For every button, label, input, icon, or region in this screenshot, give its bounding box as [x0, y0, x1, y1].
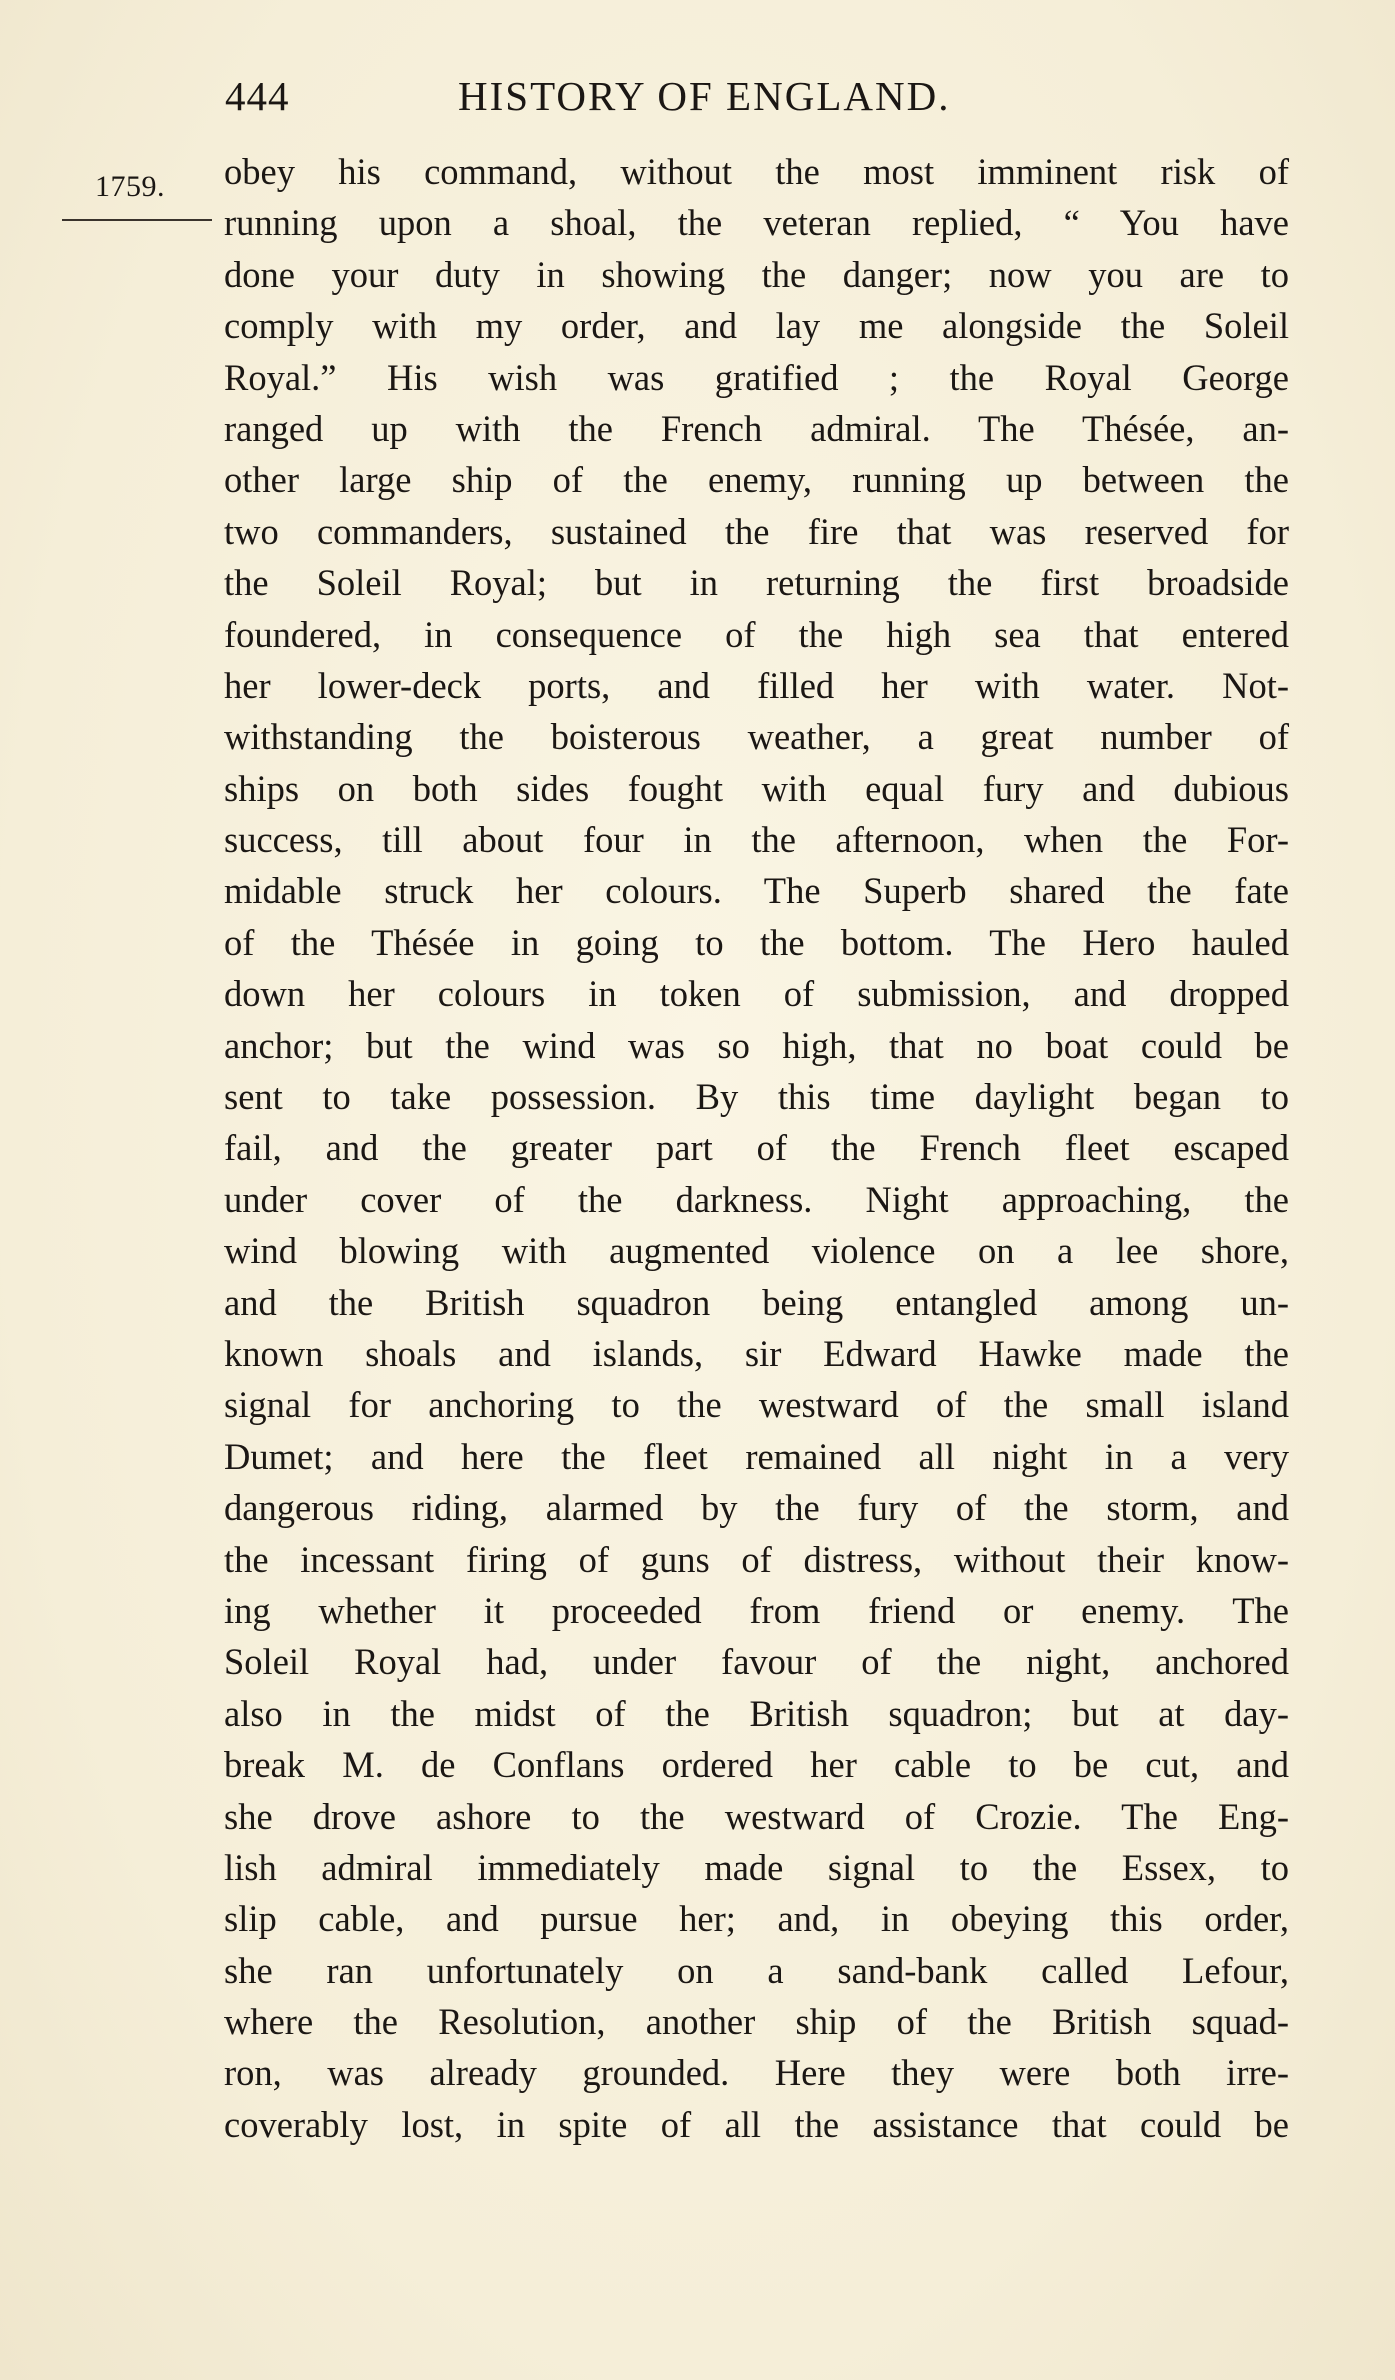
text-line: signal for anchoring to the westward of the small island	[224, 1384, 1289, 1426]
body-text	[224, 146, 1289, 2150]
text-line: wind blowing with augmented violence on a lee shore,	[224, 1230, 1289, 1272]
text-line: also in the midst of the British squadron; but at day-	[224, 1692, 1289, 1734]
text-line: obey his command, without the most imminent risk of	[224, 151, 1289, 192]
text-line: she drove ashore to the westward of Crozie. The Eng-	[224, 1795, 1289, 1837]
text-line: midable struck her colours. The Superb shared the fate	[224, 870, 1289, 912]
margin-year: 1759.	[95, 170, 165, 203]
text-line: ships on both sides fought with equal fury and dubious	[224, 767, 1289, 809]
running-head: HISTORY OF ENGLAND.	[458, 73, 951, 119]
text-line: of the Thésée in going to the bottom. The Hero hauled	[224, 921, 1289, 963]
text-line: success, till about four in the afternoon, when the For-	[224, 819, 1289, 861]
text-line: ing whether it proceeded from friend or enemy. The	[224, 1589, 1289, 1631]
margin-rule	[62, 219, 212, 221]
text-line: foundered, in consequence of the high sea that entered	[224, 613, 1289, 655]
text-line: slip cable, and pursue her; and, in obeying this order,	[224, 1898, 1289, 1940]
text-line: under cover of the darkness. Night approaching, the	[224, 1178, 1289, 1220]
page-header	[220, 72, 1050, 132]
text-line: she ran unfortunately on a sand-bank called Lefour,	[224, 1949, 1289, 1991]
text-line: Soleil Royal had, under favour of the night, anchored	[224, 1641, 1289, 1683]
text-line: down her colours in token of submission, and dropped	[224, 973, 1289, 1015]
text-line: ranged up with the French admiral. The Thésée, an-	[224, 407, 1289, 449]
text-line: ron, was already grounded. Here they were both irre-	[224, 2052, 1289, 2094]
text-line: fail, and the greater part of the French fleet escaped	[224, 1127, 1289, 1169]
text-line: Dumet; and here the fleet remained all night in a very	[224, 1435, 1289, 1477]
text-line: done your duty in showing the danger; now you are to	[224, 253, 1289, 295]
text-line: Royal.” His wish was gratified ; the Royal George	[224, 356, 1289, 398]
text-line: dangerous riding, alarmed by the fury of the storm, and	[224, 1487, 1289, 1529]
text-line: the Soleil Royal; but in returning the first broadside	[224, 562, 1289, 604]
text-line: coverably lost, in spite of all the assistance that could be	[224, 2103, 1289, 2145]
text-line: known shoals and islands, sir Edward Hawke made the	[224, 1332, 1289, 1374]
text-line: the incessant firing of guns of distress, without their know-	[224, 1538, 1289, 1580]
text-line: and the British squadron being entangled among un-	[224, 1281, 1289, 1323]
text-line: where the Resolution, another ship of the British squad-	[224, 2001, 1289, 2043]
text-line: running upon a shoal, the veteran replied, “ You have	[224, 202, 1289, 244]
text-line: other large ship of the enemy, running up between the	[224, 459, 1289, 501]
text-line: break M. de Conflans ordered her cable to be cut, and	[224, 1744, 1289, 1786]
text-line: two commanders, sustained the fire that was reserved for	[224, 510, 1289, 552]
text-line: withstanding the boisterous weather, a great number of	[224, 716, 1289, 758]
text-line: anchor; but the wind was so high, that no boat could be	[224, 1024, 1289, 1066]
page-number: 444	[225, 73, 290, 119]
text-line: comply with my order, and lay me alongside the Soleil	[224, 305, 1289, 347]
text-line: her lower-deck ports, and filled her with water. Not-	[224, 664, 1289, 706]
text-line: sent to take possession. By this time daylight began to	[224, 1076, 1289, 1118]
text-line: lish admiral immediately made signal to the Essex, to	[224, 1846, 1289, 1888]
